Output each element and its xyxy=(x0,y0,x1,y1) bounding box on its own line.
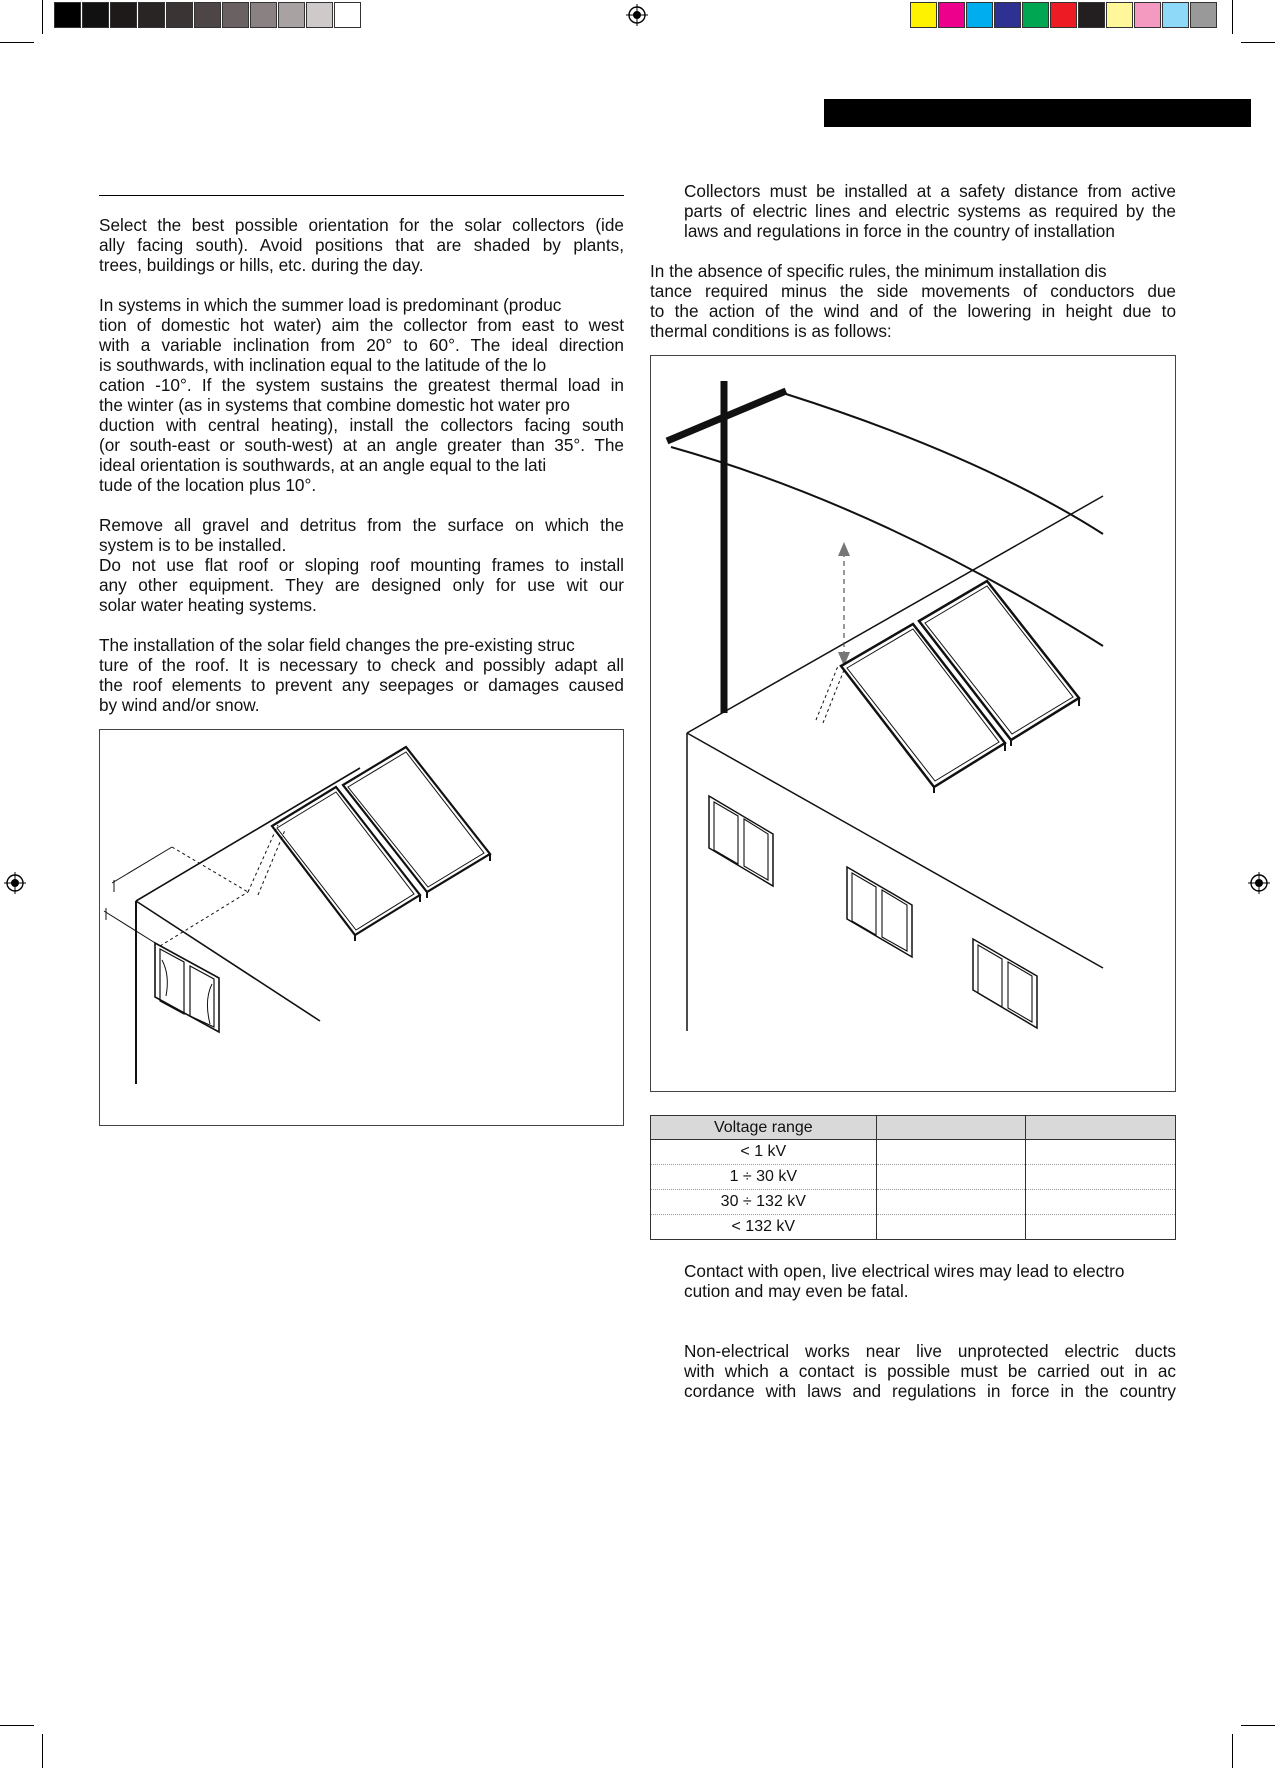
process-swatch xyxy=(1022,2,1049,28)
text-line: the winter (as in systems that combine domestic hot water pro xyxy=(99,395,570,415)
text-line: cation -10°. If the system sustains the greatest thermal load in xyxy=(99,375,624,395)
table-cell xyxy=(876,1215,1026,1240)
text-line: Collectors must be installed at a safety distance from active xyxy=(684,181,1176,201)
registration-mark-icon xyxy=(4,872,26,894)
process-swatch xyxy=(1050,2,1077,28)
text-line: the roof elements to prevent any seepages or damages caused xyxy=(99,675,624,695)
text-line: to the action of the wind and of the lowering in height due to xyxy=(650,301,1176,321)
crop-mark xyxy=(1241,42,1275,43)
crop-mark xyxy=(1232,1734,1233,1768)
grayscale-swatch xyxy=(334,2,361,28)
process-swatch xyxy=(1106,2,1133,28)
process-swatch xyxy=(994,2,1021,28)
crop-mark xyxy=(42,1734,43,1768)
grayscale-swatch xyxy=(138,2,165,28)
surface-paragraph xyxy=(99,515,624,615)
text-line: ideal orientation is southwards, at an angle equal to the lati xyxy=(99,455,547,475)
text-line: tude of the location plus 10°. xyxy=(99,475,317,495)
inclination-paragraph xyxy=(99,295,624,495)
text-line: In systems in which the summer load is predominant (produc xyxy=(99,295,562,315)
grayscale-swatch xyxy=(166,2,193,28)
table-cell xyxy=(1026,1140,1176,1165)
crop-mark xyxy=(42,0,43,34)
process-swatch xyxy=(1134,2,1161,28)
power-line-figure xyxy=(650,355,1176,1092)
text-line: is southwards, with inclination equal to the latitude of the lo xyxy=(99,355,547,375)
table-cell xyxy=(876,1190,1026,1215)
table-row xyxy=(651,1215,1176,1240)
text-line: cution and may even be fatal. xyxy=(684,1281,909,1301)
text-line: thermal conditions is as follows: xyxy=(650,321,892,341)
text-line: In the absence of specific rules, the minimum installation dis xyxy=(650,261,1107,281)
section-header-bar xyxy=(824,99,1251,127)
table-cell: 1 ÷ 30 kV xyxy=(651,1165,877,1190)
text-line: laws and regulations in force in the country of installation xyxy=(684,221,1115,241)
crop-mark xyxy=(0,42,34,43)
grayscale-swatch xyxy=(222,2,249,28)
text-line: Contact with open, live electrical wires may lead to electro xyxy=(684,1261,1125,1281)
text-line: trees, buildings or hills, etc. during the day. xyxy=(99,255,424,275)
grayscale-swatch xyxy=(82,2,109,28)
text-line: Select the best possible orientation for the solar collectors (ide xyxy=(99,215,624,235)
grayscale-swatch xyxy=(278,2,305,28)
electrocution-warning xyxy=(684,1261,1176,1301)
table-cell: < 132 kV xyxy=(651,1215,877,1240)
process-swatch xyxy=(1162,2,1189,28)
non-electrical-works-warning xyxy=(684,1341,1176,1401)
process-swatch xyxy=(966,2,993,28)
table-cell xyxy=(1026,1215,1176,1240)
registration-mark-icon xyxy=(626,4,648,26)
text-line: ally facing south). Avoid positions that are shaded by plants, xyxy=(99,235,624,255)
grayscale-swatch xyxy=(194,2,221,28)
text-line: parts of electric lines and electric systems as required by the xyxy=(684,201,1176,221)
text-line: tance required minus the side movements of conductors due xyxy=(650,281,1176,301)
roof-structure-paragraph xyxy=(99,635,624,715)
table-cell xyxy=(876,1165,1026,1190)
grayscale-swatch xyxy=(306,2,333,28)
voltage-distance-table xyxy=(650,1115,1176,1240)
table-cell: 30 ÷ 132 kV xyxy=(651,1190,877,1215)
table-row xyxy=(651,1140,1176,1165)
process-swatch xyxy=(1190,2,1217,28)
table-cell: < 1 kV xyxy=(651,1140,877,1165)
text-line: ture of the roof. It is necessary to check and possibly adapt all xyxy=(99,655,624,675)
text-line: The installation of the solar field changes the pre-existing struc xyxy=(99,635,575,655)
text-line: Remove all gravel and detritus from the surface on which the xyxy=(99,515,624,535)
text-line: (or south-east or south-west) at an angle greater than 35°. The xyxy=(99,435,624,455)
text-line: system is to be installed. xyxy=(99,535,287,555)
text-line: tion of domestic hot water) aim the collector from east to west xyxy=(99,315,624,335)
table-header-row xyxy=(651,1116,1176,1140)
grayscale-swatch xyxy=(250,2,277,28)
text-line: cordance with laws and regulations in force in the country xyxy=(684,1381,1176,1401)
text-line: any other equipment. They are designed only for use wit our xyxy=(99,575,624,595)
minimum-distance-intro xyxy=(650,261,1176,341)
crop-mark xyxy=(1241,1725,1275,1726)
process-swatch xyxy=(938,2,965,28)
table-cell xyxy=(1026,1165,1176,1190)
table-cell xyxy=(1026,1190,1176,1215)
text-line: Non-electrical works near live unprotected electric ducts xyxy=(684,1341,1176,1361)
grayscale-swatch xyxy=(110,2,137,28)
section-rule xyxy=(99,195,624,196)
registration-mark-icon xyxy=(1248,872,1270,894)
table-row xyxy=(651,1190,1176,1215)
process-swatch xyxy=(1078,2,1105,28)
grayscale-swatch xyxy=(54,2,81,28)
process-swatch xyxy=(910,2,937,28)
process-color-bar xyxy=(910,0,1220,30)
orientation-paragraph xyxy=(99,215,624,275)
table-row xyxy=(651,1165,1176,1190)
text-line: by wind and/or snow. xyxy=(99,695,260,715)
text-line: solar water heating systems. xyxy=(99,595,317,615)
column-header xyxy=(1026,1116,1176,1140)
column-header: Voltage range xyxy=(651,1116,877,1140)
text-line: Do not use flat roof or sloping roof mounting frames to install xyxy=(99,555,624,575)
roof-collectors-illustration xyxy=(100,730,623,1125)
text-line: with which a contact is possible must be carried out in ac xyxy=(684,1361,1176,1381)
grayscale-color-bar xyxy=(54,0,364,30)
crop-mark xyxy=(0,1725,34,1726)
text-line: duction with central heating), install the collectors facing south xyxy=(99,415,624,435)
crop-mark xyxy=(1232,0,1233,34)
text-line: with a variable inclination from 20° to 60°. The ideal direction xyxy=(99,335,624,355)
safety-distance-note xyxy=(684,181,1176,241)
power-line-illustration xyxy=(651,356,1175,1091)
table-cell xyxy=(876,1140,1026,1165)
column-header xyxy=(876,1116,1026,1140)
roof-collectors-figure xyxy=(99,729,624,1126)
